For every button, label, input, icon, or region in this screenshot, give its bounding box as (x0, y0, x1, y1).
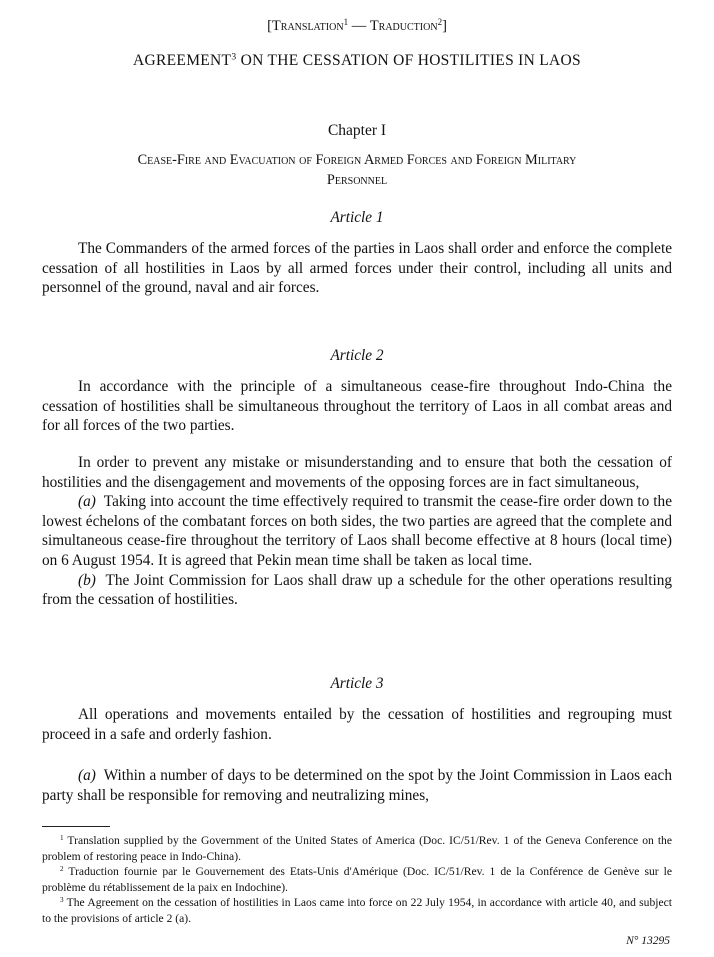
footnotes (42, 833, 672, 927)
footnote-2 (42, 864, 672, 895)
translation-header: [Translation$^1$ — Traduction$^2$] (267, 17, 447, 34)
item-b-text: The Joint Commission for Laos shall draw up a schedule for the other operations resulting from the cessation of hostilities. (42, 571, 672, 609)
footnote-1 (42, 833, 672, 864)
document-title (0, 52, 714, 70)
footnote-3-text: The Agreement on the cessation of hostilities in Laos came into force on 22 July 1954, in accordance with article 40, and subject to the provisions of article 2 (a). (42, 896, 672, 925)
article-3-para1 (42, 705, 672, 744)
traduction-label: Traduction (369, 18, 438, 34)
article-2-title: Article 2 (330, 347, 384, 364)
article-1-title: Article 1 (330, 209, 384, 226)
footnote-2-text: Traduction fournie par le Gouvernement des Etats-Unis d'Amérique (Doc. IC/51/Rev. 1 de la Conférence de Genève sur le problème du rétablissement de la paix en Indochine). (42, 865, 672, 894)
page-number: N° 13295 (626, 935, 670, 947)
article-2-paragraph-2: In order to prevent any mistake or misunderstanding and to ensure that both the cessation of hostilities and the disengagement and movements of the opposing forces are in fact simultaneous, (42, 454, 672, 491)
footnote-divider (42, 826, 110, 827)
article-3-paragraph-1: All operations and movements entailed by the cessation of hostilities and regrouping must proceed in a safe and orderly fashion. (42, 706, 672, 743)
footnote-3 (42, 895, 672, 926)
article-3-item-a-paragraph (42, 766, 672, 805)
item-a-text: Taking into account the time effectively required to transmit the cease-fire order down to the lowest échelons of the combatant forces on both sides, the two parties are agreed that the complete and simultaneous cease-fire throughout the territory of Laos shall become effective at 8 hours (local time) on 6 August 1954. It is agreed that Pekin mean time shall be taken as local time. (42, 493, 672, 569)
article-3-title: Article 3 (330, 675, 384, 692)
item-a-text: Within a number of days to be determined on the spot by the Joint Commission in Laos each party shall be responsible for removing and neutralizing mines, (42, 767, 672, 804)
article-2-item-a (42, 492, 672, 570)
footnote-2-number: 2 (60, 865, 64, 874)
article-2-para1 (42, 377, 672, 436)
footnote-ref-2: 2 (437, 17, 443, 28)
article-3-item-a (42, 766, 672, 805)
article-1-body (42, 239, 672, 298)
article-2-item-b (42, 571, 672, 610)
article-1-paragraph: The Commanders of the armed forces of the parties in Laos shall order and enforce the complete cessation of all hostilities in Laos by all armed forces under their control, including all units and personnel of the ground, naval and air forces. (42, 240, 672, 297)
title-word: AGREEMENT (133, 52, 232, 69)
article-2-paragraph-1: In accordance with the principle of a simultaneous cease-fire throughout Indo-China the cessation of hostilities shall be simultaneous throughout the territory of Laos in all combat areas and for all forces of the two parties. (42, 378, 672, 435)
item-b-label: (b) (78, 571, 96, 589)
item-a-label: (a) (78, 767, 96, 784)
footnote-1-text: Translation supplied by the Government of the United States of America (Doc. IC/51/Rev. 1 of the Geneva Conference on the problem of restoring peace in Indo-China). (42, 834, 672, 863)
footnote-ref-1: 1 (343, 17, 349, 28)
chapter-label: Chapter I (327, 122, 387, 139)
footnote-1-number: 1 (60, 834, 64, 843)
item-a-label: (a) (78, 493, 96, 511)
article-2-para2 (42, 453, 672, 610)
footnote-3-number: 3 (60, 896, 64, 905)
chapter-heading-line2: Personnel (326, 172, 388, 188)
header-dash: — (351, 18, 367, 34)
title-rest: ON THE CESSATION OF HOSTILITIES IN LAOS (240, 52, 581, 69)
footnote-ref-3: 3 (231, 51, 237, 63)
chapter-heading-line1: Cease-Fire and Evacuation of Foreign Armed Forces and Foreign Military (137, 152, 577, 168)
translation-label: Translation (271, 18, 344, 34)
